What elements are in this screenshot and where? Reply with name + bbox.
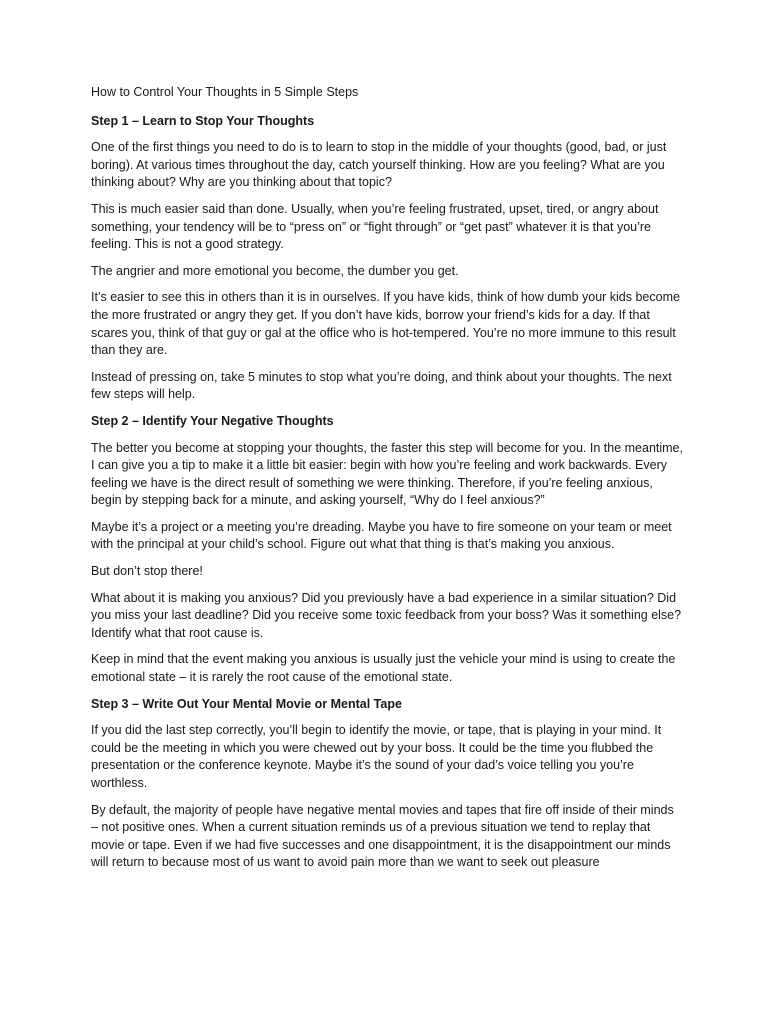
paragraph: Maybe it’s a project or a meeting you’re dreading. Maybe you have to fire someone on your team or meet with the principal at your child’s school. Figure out what that thing is that’s making you anxious. [91,519,672,552]
section-heading: Step 1 – Learn to Stop Your Thoughts [91,113,315,128]
document-page [91,84,683,881]
paragraph: This is much easier said than done. Usually, when you’re feeling frustrated, upset, tired, or angry about something, your tendency will be to “press on” or “fight through” or “get past” whatever it is that you’re feeling. This is not a good strategy. [91,201,659,252]
paragraph: By default, the majority of people have negative mental movies and tapes that fire off inside of their minds – not positive ones. When a current situation reminds us of a previous situation we tend to replay that movie or tape. Even if we had five successes and one disappointment, it is the disappointment our minds will return to because most of us want to avoid pain more than we want to seek out pleasure [91,802,674,870]
paragraph: One of the first things you need to do is to learn to stop in the middle of your thoughts (good, bad, or just boring). At various times throughout the day, catch yourself thinking. How are you feeling? What are you thinking about? Why are you thinking about that topic? [91,140,667,190]
section-step-2 [91,413,683,687]
paragraph: What about it is making you anxious? Did you previously have a bad experience in a similar situation? Did you miss your last deadline? Did you receive some toxic feedback from your boss? Was it something else? Identify what that root cause is. [91,590,682,640]
section-step-1 [91,113,683,404]
section-step-3 [91,696,683,872]
paragraph: The better you become at stopping your thoughts, the faster this step will become for you. In the meantime, I can give you a tip to make it a little bit easier: begin with how you’re feeling and work backwards. Every feeling we have is the direct result of something we were thinking. Therefore, if you’re feeling anxious, begin by stepping back for a minute, and asking yourself, “Why do I feel anxious?” [91,440,683,508]
document-title: How to Control Your Thoughts in 5 Simple Steps [91,85,359,99]
section-heading: Step 3 – Write Out Your Mental Movie or Mental Tape [91,696,402,711]
section-heading: Step 2 – Identify Your Negative Thoughts [91,413,334,428]
paragraph: The angrier and more emotional you become, the dumber you get. [91,263,459,278]
paragraph: But don’t stop there! [91,564,203,579]
paragraph: Instead of pressing on, take 5 minutes to stop what you’re doing, and think about your thoughts. The next few steps will help. [91,369,672,402]
paragraph: If you did the last step correctly, you’ll begin to identify the movie, or tape, that is playing in your mind. It could be the meeting in which you were chewed out by your boss. It could be the time you flubbed the presentation or the conference keynote. Maybe it’s the sound of your dad’s voice telling you you’re worthless. [91,723,662,790]
paragraph: Keep in mind that the event making you anxious is usually just the vehicle your mind is using to create the emotional state – it is rarely the root cause of the emotional state. [91,652,676,685]
paragraph: It’s easier to see this in others than it is in ourselves. If you have kids, think of how dumb your kids become the more frustrated or angry they get. If you don’t have kids, borrow your friend’s kids for a day. If that scares you, think of that guy or gal at the office who is hot-tempered. You’re no more immune to this result than they are. [91,290,680,358]
